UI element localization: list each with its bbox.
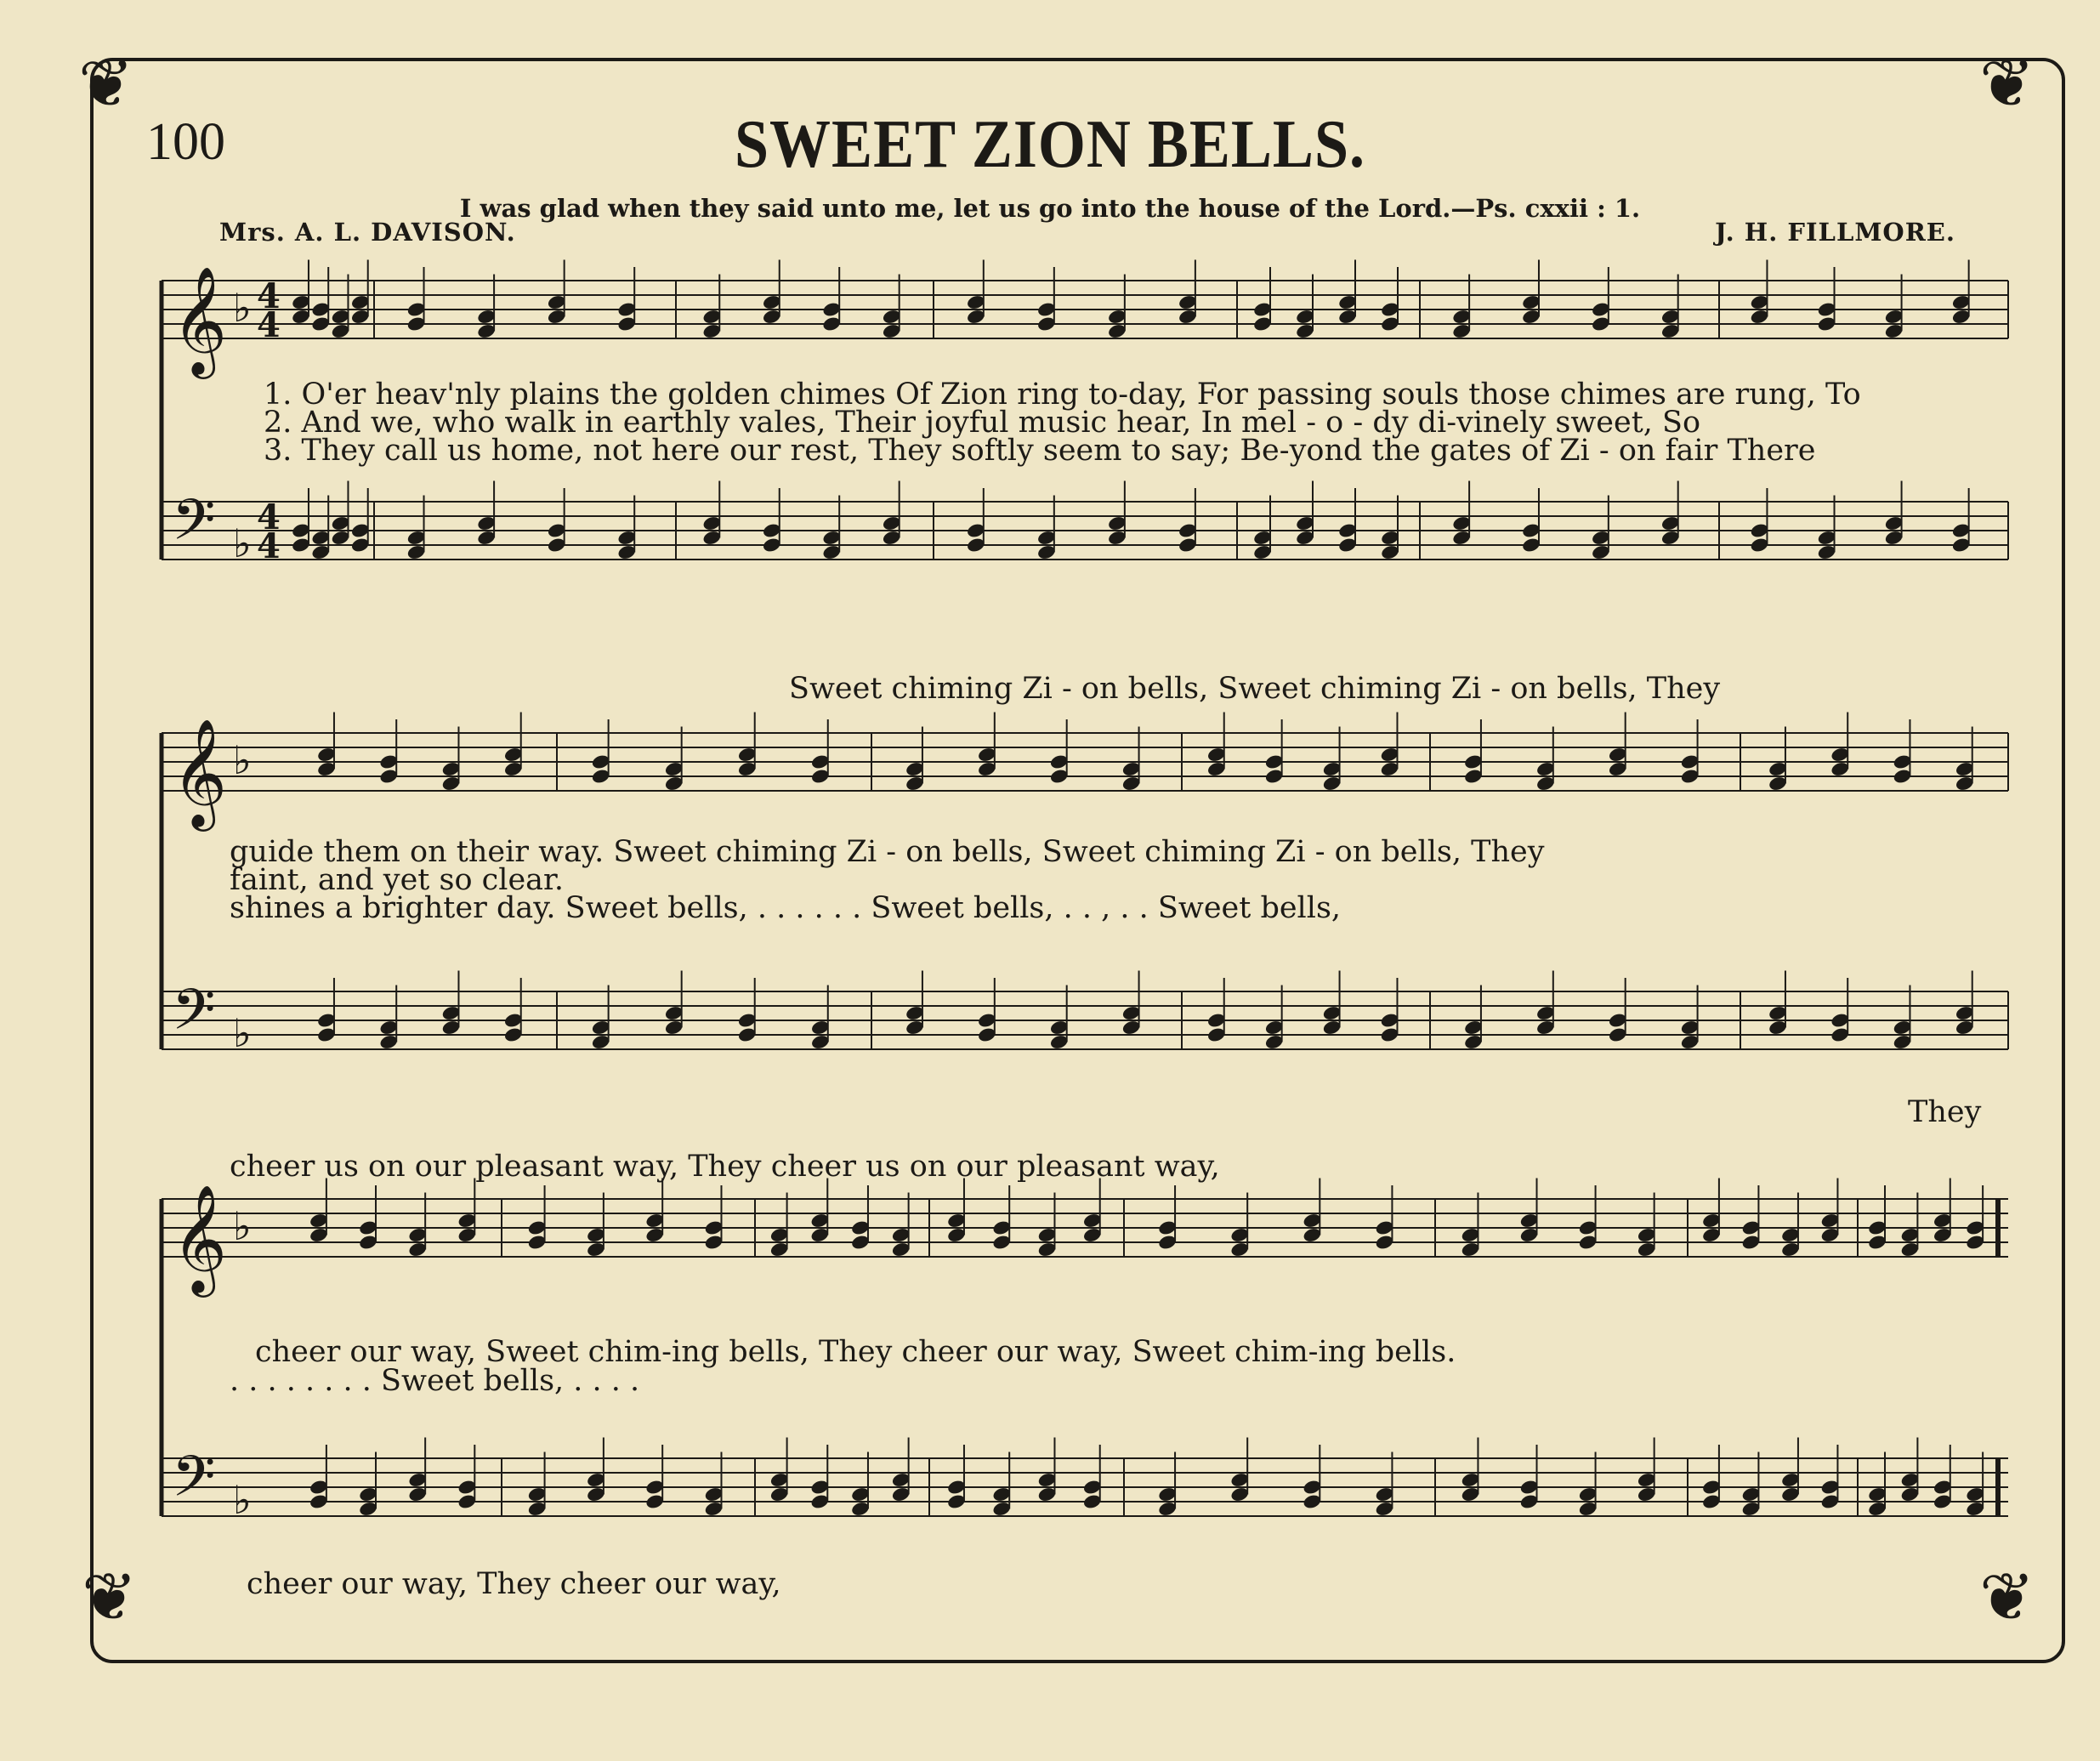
treble-clef-icon: 𝄞 bbox=[172, 1184, 228, 1292]
flat-sign-icon: ♭ bbox=[233, 520, 252, 566]
refrain-lyrics-line-3: shines a brighter day. Sweet bells, . . . . . . Sweet bells, . . , . . Sweet bells, bbox=[230, 891, 1342, 925]
bass-clef-icon: 𝄢 bbox=[172, 1444, 216, 1523]
bass-echo-lyrics: cheer our way, They cheer our way, bbox=[247, 1567, 781, 1601]
refrain-lyrics-line-2: faint, and yet so clear. bbox=[230, 863, 565, 897]
verse-1-lyrics: 1. O'er heav'nly plains the golden chimes Of Zion ring to-day, For passing souls those chimes are rung, To bbox=[264, 378, 1861, 412]
time-signature: 4 bbox=[257, 526, 281, 566]
flat-sign-icon: ♭ bbox=[233, 1010, 252, 1056]
page-number: 100 bbox=[146, 113, 225, 171]
verse-3-lyrics: 3. They call us home, not here our rest, They softly seem to say; Be-yond the gates of Zi - on fair There bbox=[264, 434, 1816, 468]
flat-sign-icon: ♭ bbox=[233, 1203, 252, 1249]
bass-cue-lyric: They bbox=[1908, 1095, 1982, 1129]
corner-ornament-icon: ❦ bbox=[82, 1559, 138, 1636]
treble-clef-icon: 𝄞 bbox=[172, 718, 228, 827]
composer-credit: J. H. FILLMORE. bbox=[1715, 218, 1955, 247]
time-signature: 4 bbox=[257, 497, 281, 537]
flat-sign-icon: ♭ bbox=[233, 1477, 252, 1523]
verse-2-lyrics: 2. And we, who walk in earthly vales, Their joyful music hear, In mel - o - dy di-vinely sweet, So bbox=[264, 406, 1701, 440]
corner-ornament-icon: ❦ bbox=[78, 46, 134, 122]
scripture-epigraph: I was glad when they said unto me, let us go into the house of the Lord.—Ps. cxxii : 1. bbox=[459, 194, 1641, 223]
corner-ornament-icon: ❦ bbox=[1979, 1559, 2035, 1636]
time-signature: 4 bbox=[257, 276, 281, 316]
treble-clef-icon: 𝄞 bbox=[172, 265, 228, 374]
refrain-upper-lyrics: Sweet chiming Zi - on bells, Sweet chiming Zi - on bells, They bbox=[789, 672, 1721, 706]
flat-sign-icon: ♭ bbox=[233, 737, 252, 783]
refrain-lyrics-line-2: . . . . . . . . Sweet bells, . . . . bbox=[230, 1364, 640, 1398]
refrain-upper-lyrics: cheer us on our pleasant way, They cheer us on our pleasant way, bbox=[230, 1150, 1220, 1184]
bass-clef-icon: 𝄢 bbox=[172, 487, 216, 566]
bass-clef-icon: 𝄢 bbox=[172, 977, 216, 1056]
lyricist-credit: Mrs. A. L. DAVISON. bbox=[219, 218, 516, 247]
refrain-lyrics-line-1: cheer our way, Sweet chim-ing bells, They cheer our way, Sweet chim-ing bells. bbox=[255, 1335, 1456, 1369]
hymn-title: SWEET ZION BELLS. bbox=[735, 105, 1365, 182]
refrain-lyrics-line-1: guide them on their way. Sweet chiming Zi - on bells, Sweet chiming Zi - on bells, They bbox=[230, 835, 1545, 869]
time-signature: 4 bbox=[257, 305, 281, 345]
flat-sign-icon: ♭ bbox=[233, 285, 252, 331]
corner-ornament-icon: ❦ bbox=[1979, 46, 2035, 122]
